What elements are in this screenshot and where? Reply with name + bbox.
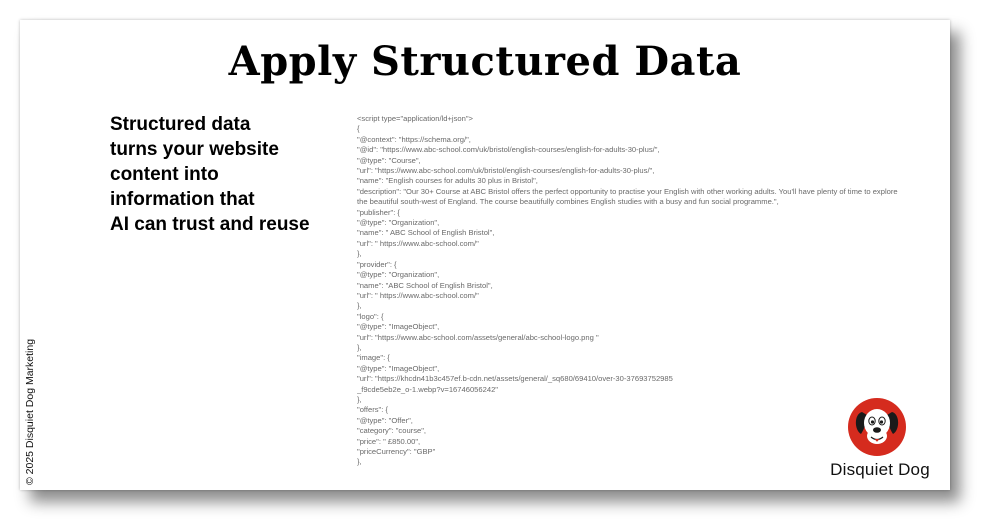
code-line: <script type="application/ld+json"> bbox=[357, 114, 473, 123]
slide bbox=[20, 20, 950, 490]
code-line: "publisher": { bbox=[357, 207, 400, 217]
code-line: "url": "https://www.abc-school.com/assets/general/abc-school-logo.png " bbox=[357, 332, 599, 342]
code-line: "category": "course", bbox=[357, 426, 427, 436]
tagline-line: content into bbox=[110, 164, 219, 185]
code-line: "description": "Our 30+ Course at ABC Bristol offers the perfect opportunity to practise your English with other working adults. You'll have plenty of time to explore the beautiful south-west of England. The course beautifully combines English studies with a busy and fun social programme.", bbox=[357, 186, 898, 207]
tagline-line: turns your website bbox=[110, 139, 279, 160]
code-line: "@type": "ImageObject", bbox=[357, 322, 440, 332]
code-line: "url": "https://www.abc-school.com/uk/bristol/english-courses/english-for-adults-30-plus/", bbox=[357, 166, 655, 176]
code-line: "image": { bbox=[357, 353, 390, 363]
disquiet-dog-logo bbox=[820, 398, 940, 488]
code-line: "name": " ABC School of English Bristol", bbox=[357, 228, 495, 238]
code-line: "name": "ABC School of English Bristol", bbox=[357, 280, 493, 290]
code-line: "@type": "ImageObject", bbox=[357, 363, 440, 373]
code-line: "url": " https://www.abc-school.com/" bbox=[357, 238, 479, 248]
code-line: "url": " https://www.abc-school.com/" bbox=[357, 290, 479, 300]
tagline-line: information that bbox=[110, 189, 255, 210]
code-line: "name": "English courses for adults 30 plus in Bristol", bbox=[357, 176, 538, 186]
tagline-line: AI can trust and reuse bbox=[110, 214, 310, 235]
code-line: "priceCurrency": "GBP" bbox=[357, 447, 436, 456]
slide-title: Apply Structured Data bbox=[228, 38, 742, 85]
copyright-text: © 2025 Disquiet Dog Marketing bbox=[24, 338, 36, 485]
code-line: "@type": "Course", bbox=[357, 155, 421, 165]
tagline bbox=[110, 112, 350, 237]
code-line: }, bbox=[357, 249, 362, 259]
code-line: }, bbox=[357, 457, 362, 467]
code-line: }, bbox=[357, 342, 362, 352]
code-line: "@type": "Organization", bbox=[357, 218, 440, 228]
code-line: "provider": { bbox=[357, 259, 397, 269]
logo-text: Disquiet Dog bbox=[830, 460, 930, 479]
code-line: { bbox=[357, 124, 360, 134]
tagline-line: Structured data bbox=[110, 114, 251, 135]
code-line: }, bbox=[357, 301, 362, 311]
code-line: }, bbox=[357, 394, 362, 404]
code-line: "@type": "Offer", bbox=[357, 415, 413, 425]
code-line: "offers": { bbox=[357, 405, 389, 415]
dog-face-logo-icon bbox=[848, 398, 906, 456]
code-line: "price": " £850.00", bbox=[357, 436, 421, 446]
code-line: "@type": "Organization", bbox=[357, 270, 440, 280]
code-line: _f9cde5eb2e_o-1.webp?v=16746056242" bbox=[357, 384, 498, 394]
code-line: "@context": "https://schema.org/", bbox=[357, 134, 471, 144]
code-line: "url": "https://khcdn41b3c457ef.b-cdn.net/assets/general/_sq680/69410/over-30-37693752985 bbox=[357, 374, 673, 384]
code-line: "logo": { bbox=[357, 311, 384, 321]
code-line: "@id": "https://www.abc-school.com/uk/bristol/english-courses/english-for-adults-30-plus/", bbox=[357, 145, 660, 155]
